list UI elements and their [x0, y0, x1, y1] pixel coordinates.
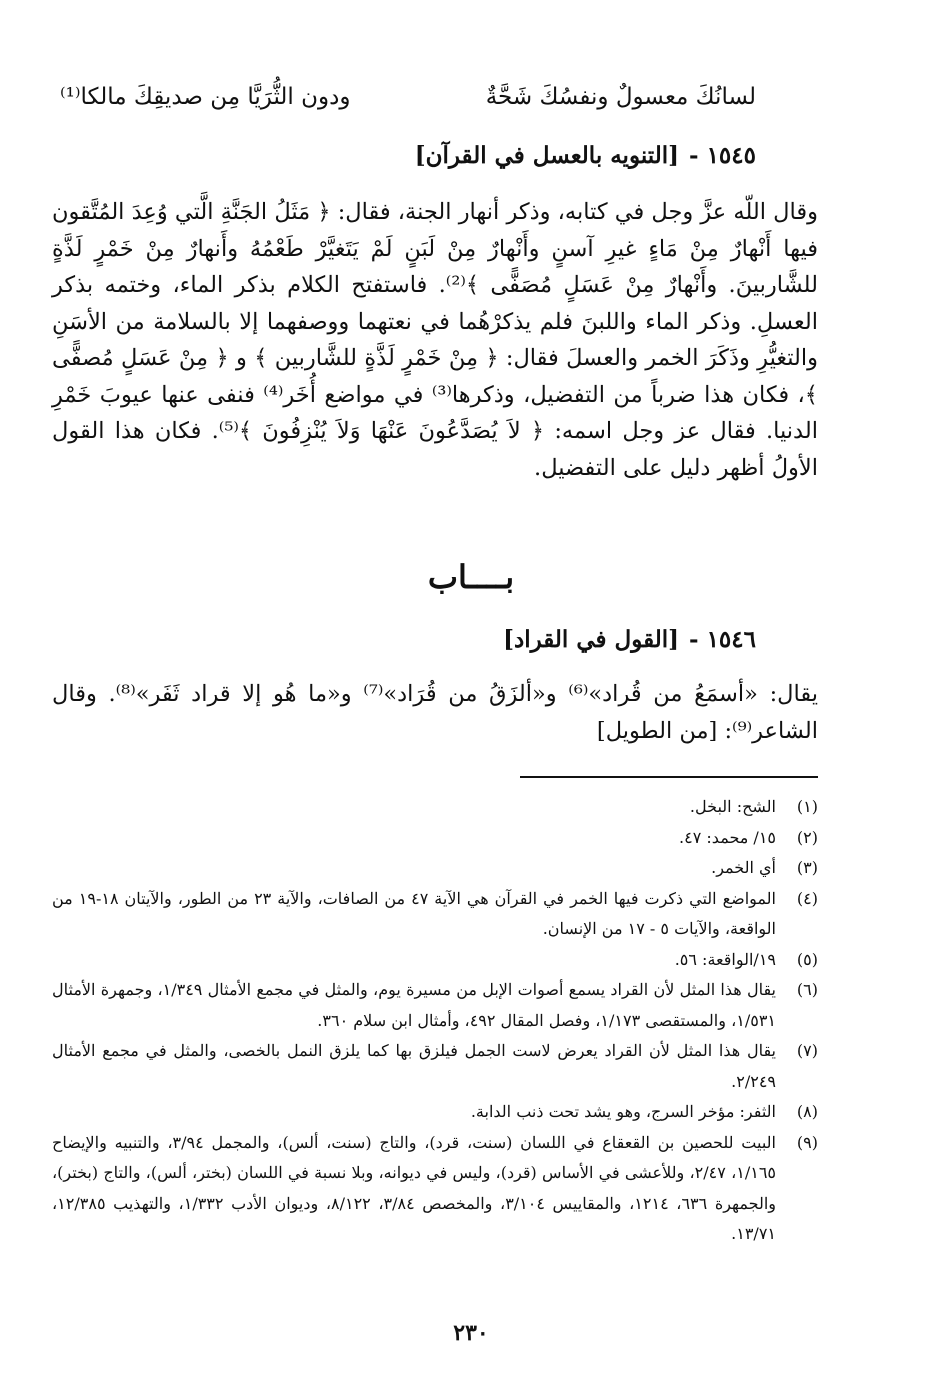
footnote: [52, 792, 818, 823]
footnote-number: (٧): [796, 1041, 818, 1060]
footnote-number: (٨): [796, 1102, 818, 1121]
footnote-number: (٤): [796, 888, 818, 908]
footnote-text: يقال هذا المثل لأن القراد يعرض لاست الجمل فيلزق بها كما يلزق النمل بالخصى، والمثل في مجمع الأمثال ٢/٢٤٩.: [52, 1041, 776, 1091]
footnote-text: الثفر: مؤخر السرج، وهو يشد تحت ذنب الدابة.: [470, 1102, 776, 1121]
footnote: [52, 823, 818, 854]
section-heading-1546: [503, 626, 756, 653]
footnote: [52, 1097, 818, 1128]
section-number: ١٥٤٦ -: [689, 626, 756, 653]
section-title: [القول في القراد]: [503, 626, 680, 653]
footnote-number: (٦): [796, 980, 818, 999]
footnote-text: المواضع التي ذكرت فيها الخمر في القرآن هي الآية ٤٧ من الصافات، والآية ٢٣ من الطور، والآيتان ١٨-١٩ من الواقعة، والآيات ٥ - ١٧ من الإنسان.: [52, 888, 776, 938]
footnote-text: ١٥/ محمد: ٤٧.: [679, 827, 776, 847]
section-heading-1545: [415, 142, 756, 169]
footnote-text: البيت للحصين بن القعقاع في اللسان (سنت، قرد)، والتاج (سنت، ألس)، والمجمل ٣/٩٤، والتنبيه والإيضاح ١/١٦٥، ٢/٤٧، وللأعشى في الأساس (قرد)، وليس في ديوانه، وبلا نسبة في اللسان (بختر، ألس)، والتاج (بختر)، والجمهرة ٦٣٦، ١٢١٤، والمقاييس ٣/١٠٤، والمخصص ٣/٨٤، ٨/١٢٢، وديوان الأدب ١/٣٣٢، والتهذيب ١٢/٣٨٥، ١٣/٧١.: [52, 1132, 777, 1243]
footnote-number: (٢): [796, 827, 818, 847]
footnote-text: أي الخمر.: [711, 858, 776, 877]
footnote-separator: [520, 776, 818, 778]
footnote-text: يقال هذا المثل لأن القراد يسمع أصوات الإبل من مسيرة يوم، والمثل في مجمع الأمثال ١/٣٤٩، وجمهرة الأمثال ١/٥٣١، والمستقصى ١/١٧٣، وفصل المقال ٤٩٢، وأمثال ابن سلام ٣٦٠.: [52, 980, 776, 1030]
footnote: [52, 884, 818, 945]
section-number: ١٥٤٥ -: [689, 142, 756, 169]
verse-first-hemistich: لسانُكَ معسولٌ ونفسُكَ شَحَّةٌ: [485, 84, 756, 110]
footnote: [52, 1036, 818, 1097]
footnote: [52, 975, 818, 1036]
footnote-number: (٩): [796, 1132, 818, 1152]
poetry-verse: [60, 84, 756, 124]
footnote-text: الشح: البخل.: [689, 797, 776, 816]
footnote-number: (٣): [796, 858, 818, 877]
footnote: [52, 945, 818, 976]
footnote-number: (٥): [796, 949, 818, 969]
chapter-label: بــــاب: [427, 558, 515, 596]
footnote-text: ١٩/الواقعة: ٥٦.: [674, 949, 776, 969]
section-body-1546: يقال: «أسمَعُ من قُراد»⁽⁶⁾ و«ألزَقُ من قُرَاد»⁽⁷⁾ و«ما هُو إلا قراد ثَفَر»⁽⁸⁾. وقال الشاعر⁽⁹⁾: [من الطويل]: [52, 681, 818, 744]
footnote: [52, 853, 818, 884]
section-title: [التنويه بالعسل في القرآن]: [414, 142, 680, 169]
section-body-1545: وقال اللّه عزَّ وجل في كتابه، وذكر أنهار الجنة، فقال: ﴿ مَثَلُ الجَنَّةِ الَّتي وُعِدَ المُتَّقون فيها أَنْهارٌ مِنْ مَاءٍ غيرِ آسنٍ وأَنْهارٌ مِنْ لَبَنٍ لَمْ يَتَغيَّرْ طَعْمُهُ وأَنهارٌ مِنْ خَمْرٍ لَذَّةٍ للشَّاربينَ. وأَنْهارٌ مِنْ عَسَلٍ مُصَفًّى ﴾⁽²⁾. فاستفتح الكلام بذكر الماء، وختمه بذكر العسلِ. وذكر الماء واللبنَ فلم يذكرْهُما في نعتهما ووصفهما إلا بالسلامة من الأسَنِ والتغيُّرِ وذَكَرَ الخمر والعسلَ فقال: ﴿ مِنْ خَمْرٍ لَذَّةٍ للشَّاربين ﴾ و ﴿ مِنْ عَسَلٍ مُصفًّى ﴾، فكان هذا ضرباً من التفضيل، وذكرها⁽³⁾ في مواضع أُخَر⁽⁴⁾ فنفى عنها عيوبَ خَمْرِ الدنيا. فقال عز وجل اسمه: ﴿ لاَ يُصَدَّعُونَ عَنْهَا وَلاَ يُنْزِفُونَ ﴾⁽⁵⁾. فكان هذا القول الأولُ أظهر دليل على التفضيل.: [52, 199, 818, 481]
footnote-number: (١): [796, 797, 818, 816]
page-number: ٢٣٠: [453, 1320, 489, 1346]
footnotes: [52, 792, 818, 1250]
footnote: [52, 1128, 818, 1250]
verse-second-hemistich: ودون الثُّرَيَّا مِن صديقِكَ مالكا⁽¹⁾: [60, 84, 351, 110]
